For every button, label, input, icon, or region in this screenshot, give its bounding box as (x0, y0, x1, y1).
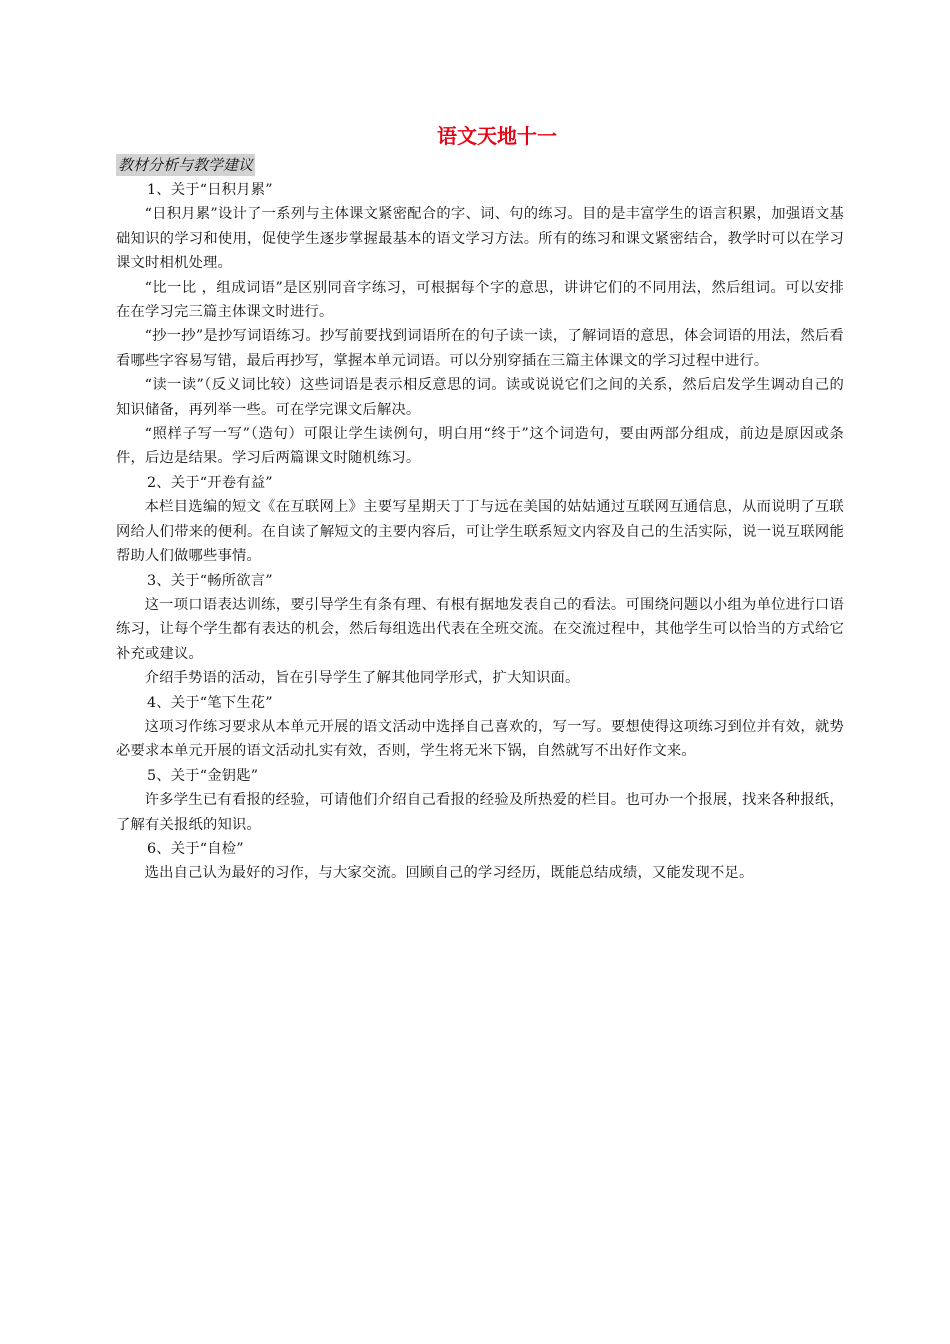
paragraph: 本栏目选编的短文《在互联网上》主要写星期天丁丁与远在美国的姑姑通过互联网互通信息，从而说明了互联网给人们带来的便利。在自读了解短文的主要内容后，可让学生联系短文内容及自己的生活实际，说一说互联网能帮助人们做哪些事情。 (116, 499, 844, 565)
item-heading: 2、关于“开卷有益” (147, 474, 273, 491)
item-heading: 4、关于“笔下生花” (147, 694, 273, 711)
document-page (116, 118, 844, 886)
section-heading: 教材分析与教学建议 (118, 156, 254, 174)
paragraph: “日积月累”设计了一系列与主体课文紧密配合的字、词、句的练习。目的是丰富学生的语言积累，加强语文基础知识的学习和使用，促使学生逐步掌握最基本的语文学习方法。所有的练习和课文紧密结合，教学时可以在学习课文时相机处理。 (116, 206, 844, 272)
paragraph: 这一项口语表达训练，要引导学生有条有理、有根有据地发表自己的看法。可围绕问题以小组为单位进行口语练习，让每个学生都有表达的机会，然后每组选出代表在全班交流。在交流过程中，其他学生可以恰当的方式给它补充或建议。 (116, 596, 844, 662)
paragraph: 这项习作练习要求从本单元开展的语文活动中选择自己喜欢的，写一写。要想使得这项练习到位并有效，就势必要求本单元开展的语文活动扎实有效，否则，学生将无米下锅，自然就写不出好作文来。 (116, 718, 844, 760)
item-heading: 5、关于“金钥匙” (147, 767, 259, 784)
item-heading: 3、关于“畅所欲言” (147, 572, 273, 589)
paragraph: “抄一抄”是抄写词语练习。抄写前要找到词语所在的句子读一读，了解词语的意思，体会词语的用法，然后看看哪些字容易写错，最后再抄写，掌握本单元词语。可以分别穿插在三篇主体课文的学习过程中进行。 (116, 328, 844, 369)
paragraph: 介绍手势语的活动，旨在引导学生了解其他同学形式，扩大知识面。 (144, 670, 580, 687)
paragraph: 许多学生已有看报的经验，可请他们介绍自己看报的经验及所热爱的栏目。也可办一个报展，找来各种报纸，了解有关报纸的知识。 (116, 792, 844, 833)
paragraph: “读一读”（反义词比较）这些词语是表示相反意思的词。读或说说它们之间的关系，然后启发学生调动自己的知识储备，再列举一些。可在学完课文后解决。 (116, 377, 844, 418)
paragraph: “比一比 ，组成词语”是区别同音字练习，可根据每个字的意思，讲讲它们的不同用法，然后组词。可以安排在在学习完三篇主体课文时进行。 (116, 279, 844, 321)
page-title: 语文天地十一 (437, 124, 557, 148)
item-heading: 1、关于“日积月累” (147, 182, 273, 198)
paragraph: “照样子写一写”（造句）可限让学生读例句，明白用“终于”这个词造句，要由两部分组成，前边是原因或条件，后边是结果。学习后两篇课文时随机练习。 (116, 426, 844, 467)
paragraph: 选出自己认为最好的习作，与大家交流。回顾自己的学习经历，既能总结成绩，又能发现不足。 (144, 865, 754, 882)
item-heading: 6、关于“自检” (147, 840, 244, 857)
